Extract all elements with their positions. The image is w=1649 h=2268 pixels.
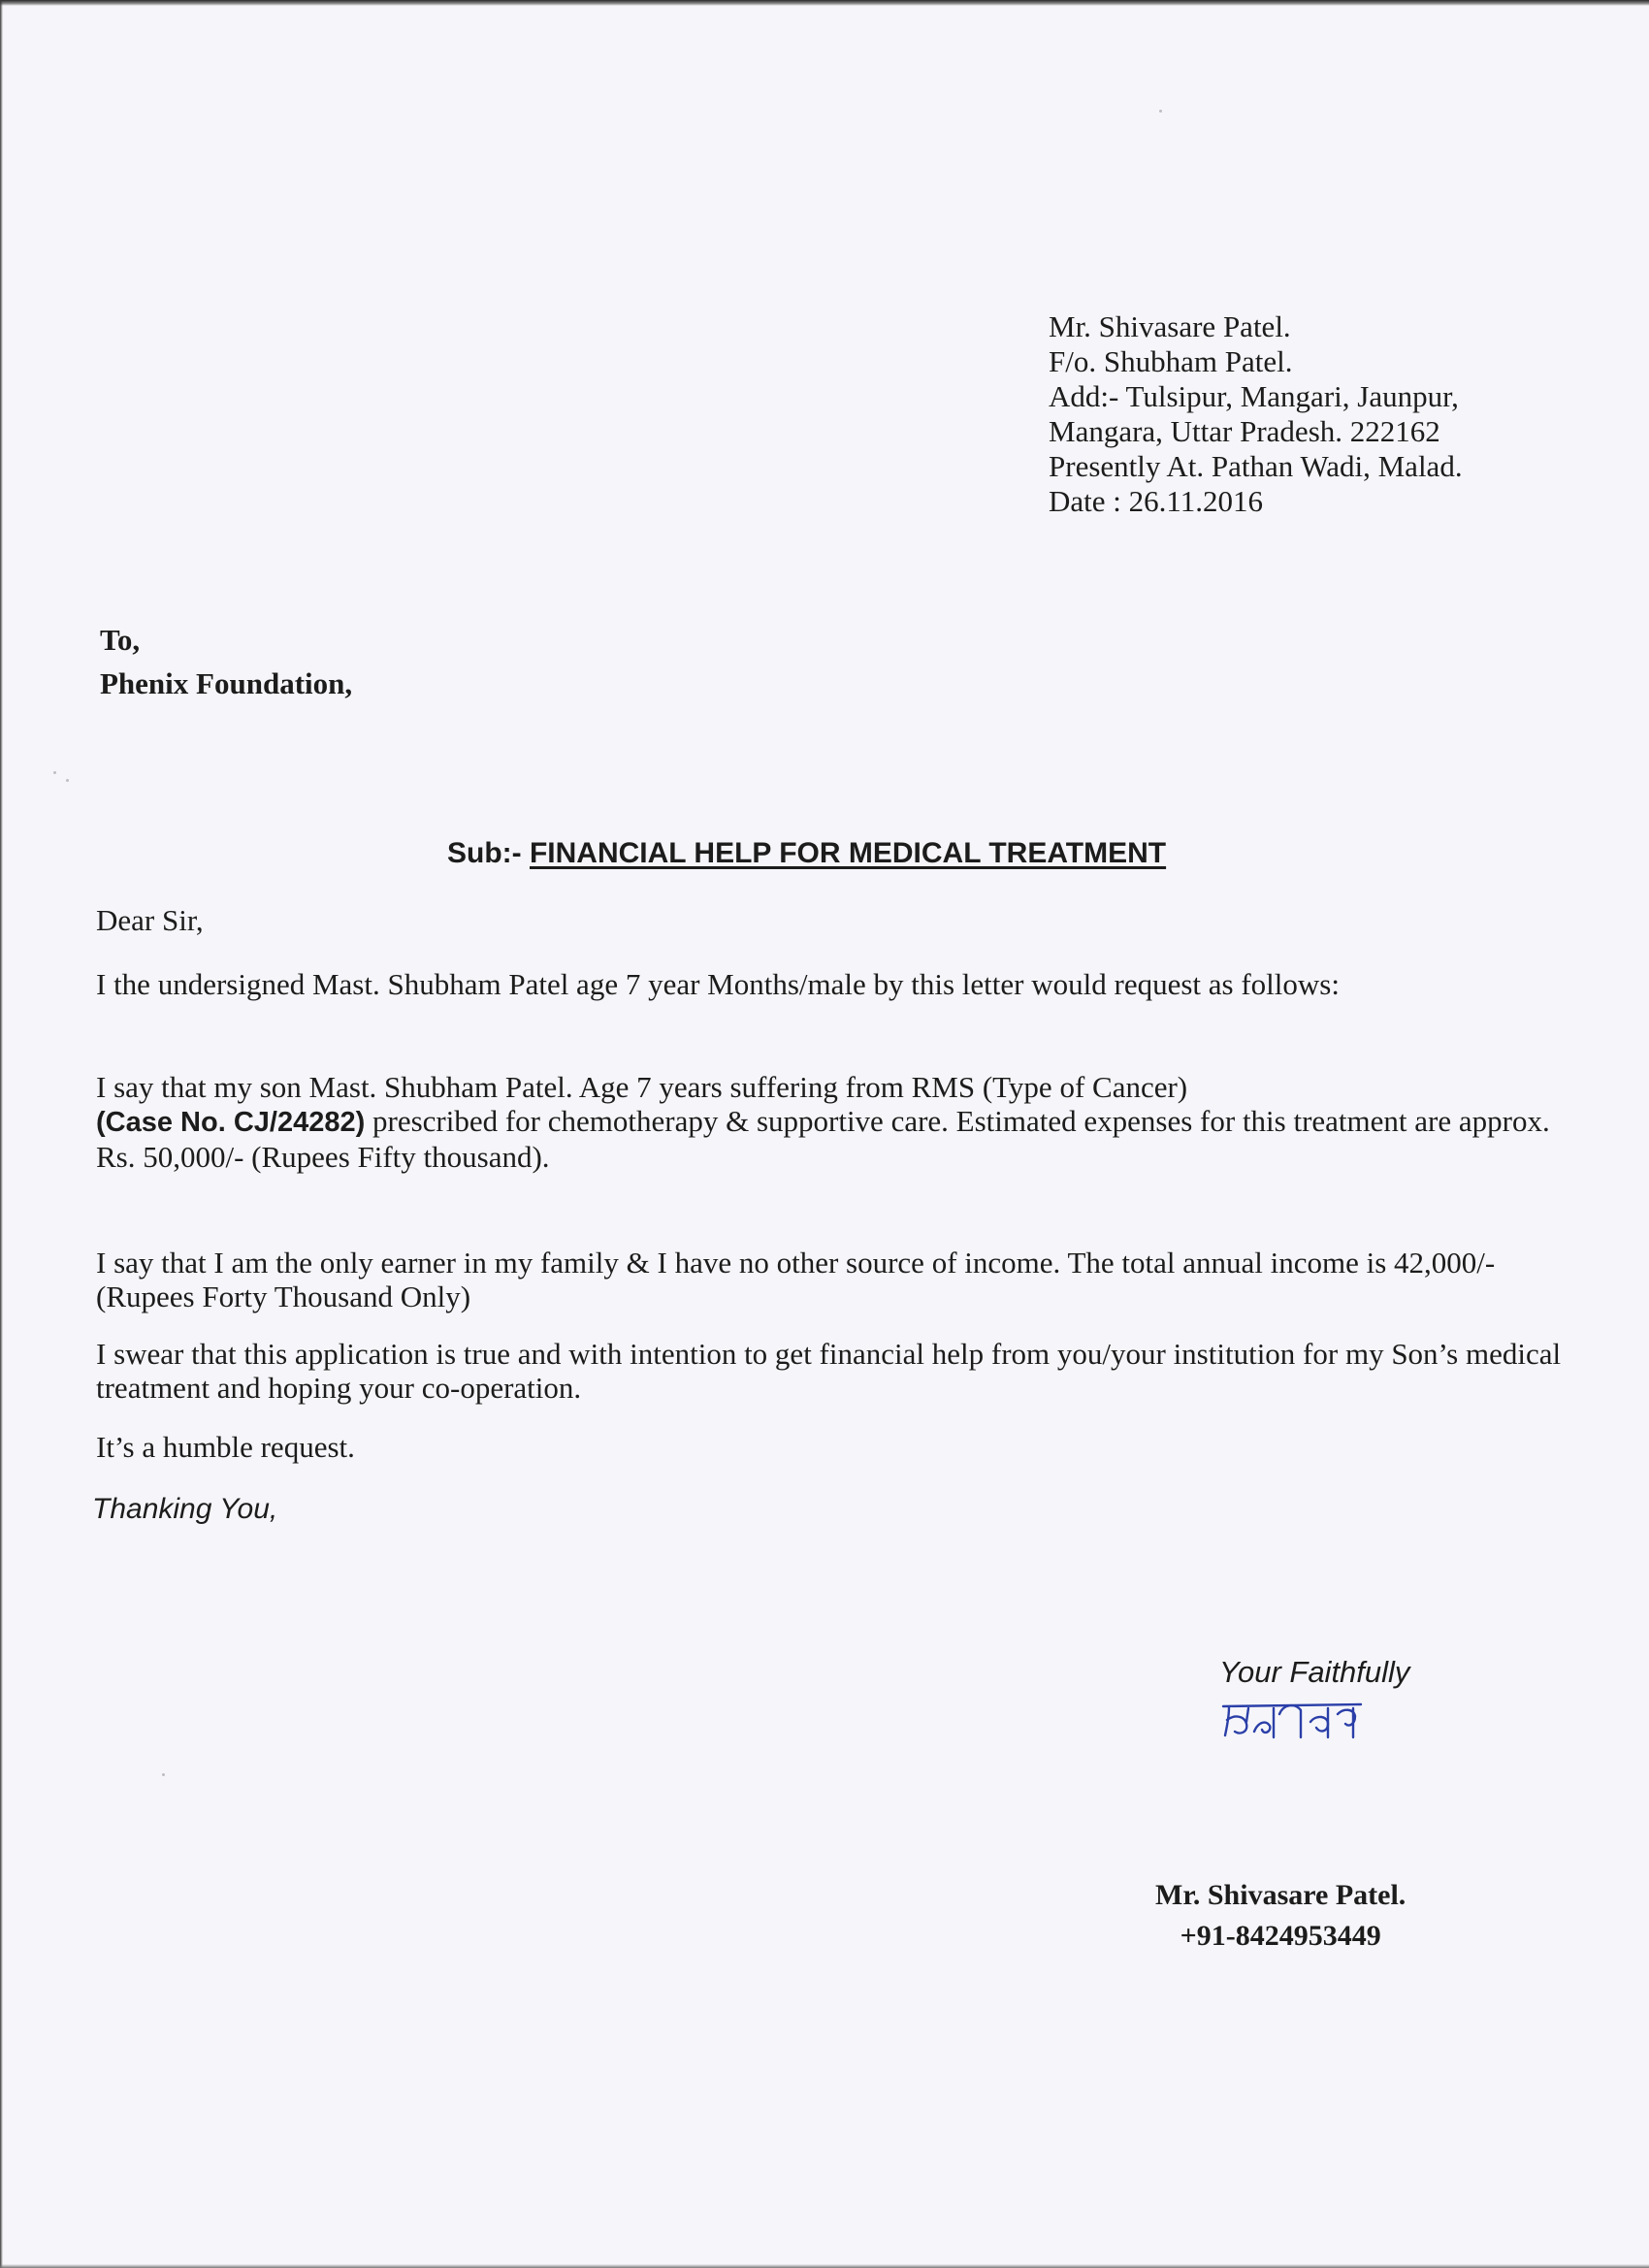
signer-name: Mr. Shivasare Patel. bbox=[1155, 1879, 1406, 1911]
paragraph-2-rest: prescribed for chemotherapy & supportive care. Estimated expenses for this treatment are approx. Rs. 50,000/- (Rupees Fifty thousand). bbox=[96, 1104, 1550, 1174]
sender-address-block bbox=[1049, 309, 1463, 519]
sender-address-line-2: Mangara, Uttar Pradesh. 222162 bbox=[1049, 414, 1440, 448]
body-paragraph-3: I say that I am the only earner in my family & I have no other source of income. The total annual income is 42,000/- (Rupees Forty Thousand Only) bbox=[96, 1246, 1496, 1313]
closing-text: Your Faithfully bbox=[1219, 1655, 1410, 1689]
scan-speck bbox=[1159, 110, 1162, 113]
scan-speck bbox=[53, 771, 56, 774]
scan-edge-left bbox=[0, 0, 3, 2268]
sender-name: Mr. Shivasare Patel. bbox=[1049, 309, 1291, 343]
thanks-line: Thanking You, bbox=[92, 1493, 278, 1525]
signer-phone: +91-8424953449 bbox=[1180, 1920, 1381, 1952]
subject-line bbox=[447, 837, 1166, 870]
recipient-name: Phenix Foundation, bbox=[100, 666, 353, 700]
letter-date: Date : 26.11.2016 bbox=[1049, 484, 1263, 518]
scan-edge-bottom bbox=[0, 2264, 1649, 2268]
scan-edge-top bbox=[0, 0, 1649, 6]
sender-relation: F/o. Shubham Patel. bbox=[1049, 344, 1293, 378]
body-paragraph-5: It’s a humble request. bbox=[96, 1430, 355, 1464]
salutation: Dear Sir, bbox=[96, 903, 204, 937]
scan-speck bbox=[162, 1773, 165, 1776]
sender-address-line-1: Add:- Tulsipur, Mangari, Jaunpur, bbox=[1049, 379, 1459, 413]
body-paragraph-2 bbox=[96, 1070, 1570, 1174]
handwritten-signature bbox=[1219, 1693, 1365, 1739]
body-paragraph-4: I swear that this application is true and with intention to get financial help from you/your institution for my Son’s medical treatment and hoping your co-operation. bbox=[96, 1337, 1562, 1405]
paragraph-2-intro: I say that my son Mast. Shubham Patel. Age 7 years suffering from RMS (Type of Cancer) bbox=[96, 1070, 1188, 1104]
recipient-block bbox=[100, 618, 352, 705]
signer-block bbox=[1155, 1875, 1406, 1957]
subject-text: FINANCIAL HELP FOR MEDICAL TREATMENT bbox=[529, 837, 1167, 869]
body-paragraph-1: I the undersigned Mast. Shubham Patel age 7 year Months/male by this letter would request as follows: bbox=[96, 967, 1340, 1001]
scan-speck bbox=[66, 779, 69, 782]
sender-present-address: Presently At. Pathan Wadi, Malad. bbox=[1049, 449, 1463, 483]
recipient-to: To, bbox=[100, 623, 141, 657]
case-number: (Case No. CJ/24282) bbox=[96, 1107, 366, 1138]
subject-prefix: Sub:- bbox=[447, 837, 522, 869]
